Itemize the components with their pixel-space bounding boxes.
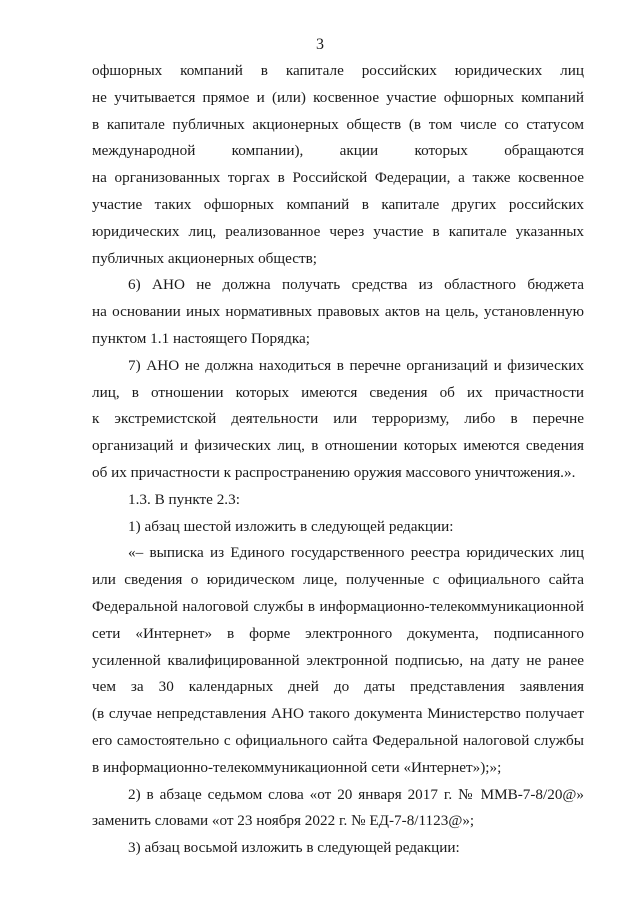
text-line: в капитале публичных акционерных обществ (в том числе со статусом — [92, 115, 584, 133]
text-line: участие таких офшорных компаний в капитале других российских — [92, 195, 584, 213]
text-line: лиц, в отношении которых имеются сведения об их причастности — [92, 383, 584, 401]
text-line: организаций и физических лиц, в отношении которых имеются сведения — [92, 437, 584, 455]
text-line: 1.3. В пункте 2.3: — [128, 490, 240, 508]
text-line: международной компании), акции которых обращаются — [92, 142, 584, 160]
text-line: к экстремистской деятельности или терроризму, либо в перечне — [92, 410, 584, 428]
text-line: юридических лиц, реализованное через участие в капитале указанных — [92, 222, 584, 240]
text-line: заменить словами «от 23 ноября 2022 г. № ЕД-7-8/1123@»; — [92, 812, 475, 830]
text-line: 7) АНО не должна находиться в перечне организаций и физических — [128, 356, 584, 374]
text-line: 1) абзац шестой изложить в следующей редакции: — [128, 517, 454, 535]
text-line: на основании иных нормативных правовых актов на цель, установленную — [92, 303, 584, 321]
text-line: его самостоятельно с официального сайта Федеральной налоговой службы — [92, 731, 584, 749]
document-body — [92, 58, 584, 862]
text-line: «– выписка из Единого государственного реестра юридических лиц — [128, 544, 584, 562]
text-line: усиленной квалифицированной электронной подписью, на дату не ранее — [92, 651, 584, 669]
text-line: в информационно-телекоммуникационной сети «Интернет»);»; — [92, 758, 502, 776]
text-line: офшорных компаний в капитале российских юридических лиц — [92, 62, 584, 79]
text-line: Федеральной налоговой службы в информационно-телекоммуникационной — [92, 597, 584, 615]
text-line: об их причастности к распространению оружия массового уничтожения.». — [92, 463, 576, 481]
text-line: пунктом 1.1 настоящего Порядка; — [92, 329, 310, 347]
text-line: 2) в абзаце седьмом слова «от 20 января 2017 г. № ММВ-7-8/20@» — [128, 785, 584, 803]
text-line: (в случае непредставления АНО такого документа Министерство получает — [92, 705, 584, 723]
text-line: на организованных торгах в Российской Федерации, а также косвенное — [92, 169, 584, 187]
text-line: 3) абзац восьмой изложить в следующей редакции: — [128, 839, 460, 857]
text-line: не учитывается прямое и (или) косвенное участие офшорных компаний — [92, 88, 584, 106]
text-line: публичных акционерных обществ; — [92, 249, 317, 267]
text-line: 6) АНО не должна получать средства из областного бюджета — [128, 276, 584, 294]
page-number: 3 — [316, 36, 324, 53]
text-line: сети «Интернет» в форме электронного документа, подписанного — [92, 624, 584, 642]
text-line: или сведения о юридическом лице, полученные с официального сайта — [92, 571, 584, 589]
text-line: чем за 30 календарных дней до даты представления заявления — [92, 678, 584, 696]
